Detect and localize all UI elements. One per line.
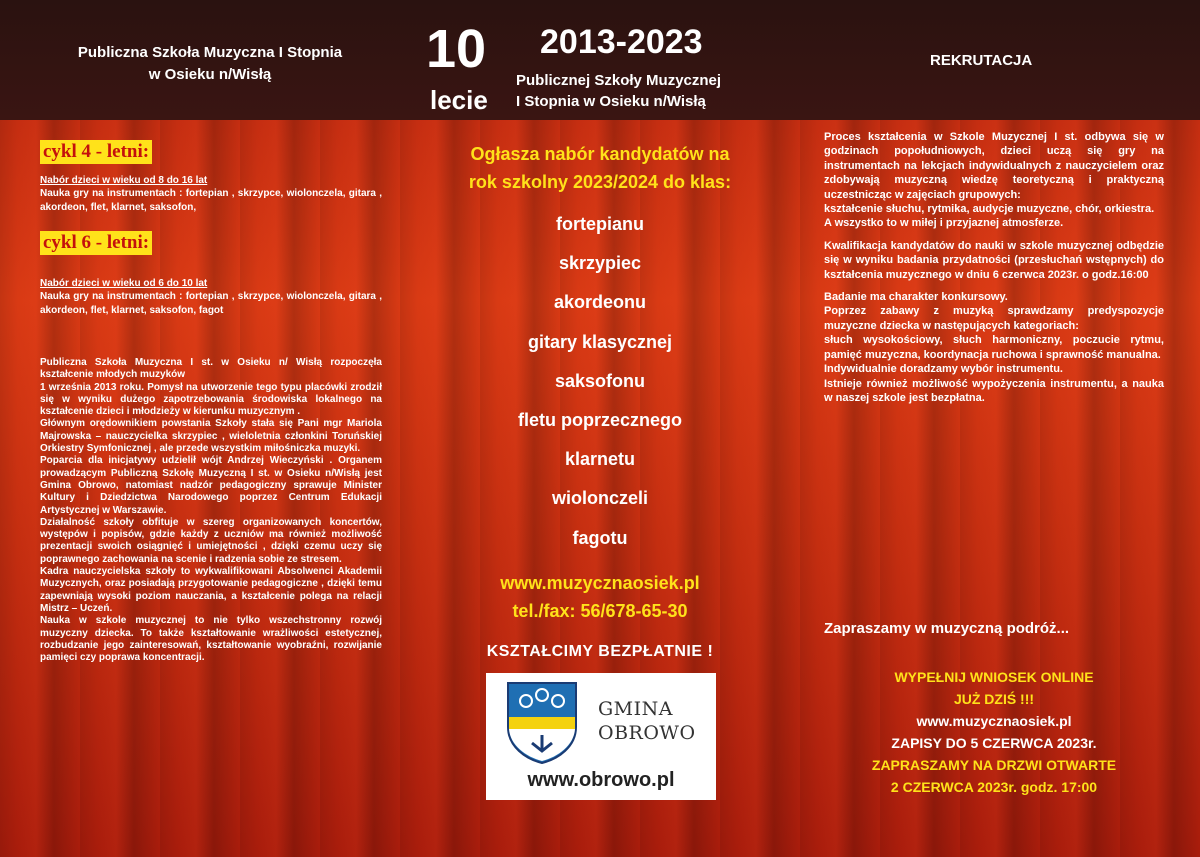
right-paragraph-2: Kwalifikacja kandydatów do nauki w szkole muzycznej odbędzie się w wyniku badania przydatności (przesłuchań wstępnych) do kształcenia muzycznego w dniu 6 czerwca 2023r. o godz.16:00	[824, 239, 1164, 281]
history-paragraph: Poparcia dla inicjatywy udzielił wójt Andrzej Wieczyński . Organem prowadzącym Publiczną Szkołę Muzyczną I st. w Osieku n/Wisłą jest Gmina Obrowo, natomiast nadzór pedagogiczny sprawuje Minister Kultury i Dziedzictwa Narodowego poprzez Centrum Edukacji Artystycznej w Warszawie.	[40, 455, 382, 516]
cycle4-desc: Nauka gry na instrumentach : fortepian , skrzypce, wiolonczela, gitara , akordeon, flet, klarnet, saksofon,	[40, 188, 382, 213]
gmina-logo-box	[486, 673, 716, 800]
free-education-banner: KSZTAŁCIMY BEZPŁATNIE !	[486, 642, 714, 660]
cta-line1: WYPEŁNIJ WNIOSEK ONLINE	[894, 669, 1094, 685]
school-name-line1: Publiczna Szkoła Muzyczna I Stopnia	[77, 44, 343, 61]
right-p1c-text: A wszystko to w miłej i przyjaznej atmosferze.	[824, 217, 1064, 230]
instrument-item: saksofonu	[554, 370, 646, 391]
cycle4-tag: cykl 4 - letni:	[40, 140, 152, 164]
cta-website[interactable]: www.muzycznaosiek.pl	[916, 713, 1072, 729]
school-name-left	[30, 42, 390, 86]
right-paragraph-4: Poprzez zabawy z muzyką sprawdzamy predyspozycje muzyczne dziecka w następujących kategoriach:	[824, 305, 1164, 332]
cta-line2: JUŻ DZIŚ !!!	[953, 691, 1035, 707]
header-bar	[0, 0, 1200, 120]
gmina-website[interactable]: www.obrowo.pl	[527, 769, 675, 791]
instrument-item: fortepianu	[556, 214, 644, 234]
gmina-shield-icon	[506, 681, 578, 765]
right-paragraph-6: Indywidualnie doradzamy wybór instrumentu.	[824, 363, 1063, 376]
school-name-right	[516, 70, 721, 112]
cycle4-age: Nabór dzieci w wieku od 8 do 16 lat	[40, 175, 208, 186]
instrument-item: wiolonczeli	[551, 488, 648, 509]
middle-column	[412, 140, 788, 661]
logo-line2: OBROWO	[598, 722, 696, 744]
instrument-item: klarnetu	[564, 449, 636, 470]
announce-line2: rok szkolny 2023/2024 do klas:	[468, 172, 732, 192]
instrument-list	[412, 214, 788, 567]
announce-line1: Ogłasza nabór kandydatów na	[470, 144, 730, 164]
school-website[interactable]: www.muzycznaosiek.pl	[500, 572, 700, 593]
instrument-item: akordeonu	[553, 292, 646, 313]
history-paragraph: Kadra nauczycielska szkoły to wykwalifikowani Absolwenci Akademii Muzycznych, oraz posiadają przygotowanie pedagogiczne , dzięki temu zapewniają wysoki poziom nauczania, a kształcenie polega na relacji Mistrz – Uczeń.	[40, 566, 382, 614]
recruitment-title: REKRUTACJA	[930, 52, 1033, 69]
anniversary-word: lecie	[430, 85, 488, 115]
school-name-r1: Publicznej Szkoły Muzycznej	[516, 72, 722, 89]
school-name-r2: I Stopnia w Osieku n/Wisłą	[516, 93, 706, 110]
right-p1-text: Proces kształcenia w Szkole Muzycznej I st. odbywa się w godzinach popołudniowych, dzieci uczą się gry na instrumentach na lekcjach indywidualnych z nauczycielem oraz zdobywają muzyczną wiedzę teoretyczną i praktyczną uczestnicząc w zajęciach grupowych:	[824, 131, 1164, 201]
invite-line: Zapraszamy w muzyczną podróż...	[824, 620, 1070, 637]
history-paragraph: 1 września 2013 roku. Pomysł na utworzenie tego typu placówki zrodził się w wyniku dużego zapotrzebowania środowiska lokalnego na kształcenie dzieci i młodzieży w kierunku muzycznym .	[40, 381, 382, 418]
cta-open-day-date: 2 CZERWCA 2023r. godz. 17:00	[890, 779, 1098, 795]
instrument-item: skrzypiec	[558, 253, 642, 274]
instrument-item: fletu poprzecznego	[517, 409, 682, 430]
school-history	[40, 357, 382, 664]
history-paragraph: Działalność szkoły obfituje w szereg organizowanych koncertów, występów i popisów, gdzie każdy z uczniów ma również możliwość prezentacji swoich osiągnięć i umiejętności , dzięki czemu uczy się poprawnego zachowania na scenie i radzenia sobie ze stresem.	[40, 516, 382, 565]
right-p1b-text: kształcenie słuchu, rytmika, audycje muzyczne, chór, orkiestra.	[824, 203, 1155, 216]
right-paragraph-1	[824, 130, 1164, 231]
left-column	[40, 140, 382, 318]
instrument-item: fagotu	[572, 527, 628, 548]
cta-open-day: ZAPRASZAMY NA DRZWI OTWARTE	[871, 757, 1117, 773]
cta-deadline: ZAPISY DO 5 CZERWCA 2023r.	[891, 735, 1097, 751]
right-paragraph-3: Badanie ma charakter konkursowy.	[824, 291, 1008, 304]
history-paragraph: Głównym orędownikiem powstania Szkoły stała się Pani mgr Mariola Majrowska – nauczycielka skrzypiec , wieloletnia członkini Toruńskiej Orkiestry Symfonicznej , ale przede wszystkim miłośniczka muzyki.	[40, 418, 382, 455]
cycle6-tag: cykl 6 - letni:	[40, 231, 152, 255]
logo-line1: GMINA	[598, 698, 673, 720]
school-name-line2: w Osieku n/Wisłą	[148, 66, 272, 83]
history-paragraph: Nauka w szkole muzycznej to nie tylko wszechstronny rozwój muzyczny dziecka. To także kształtowanie wrażliwości estetycznej, rozbudzanie jego zainteresowań, kształtowanie wyobraźni, rozwijanie pamięci czy poprawa koncentracji.	[40, 615, 382, 664]
anniversary-number: 10	[426, 19, 487, 79]
cycle6-desc: Nauka gry na instrumentach : fortepian , skrzypce, wiolonczela, gitara , akordeon, flet, klarnet, saksofon, fagot	[40, 291, 382, 316]
history-paragraph: Publiczna Szkoła Muzyczna I st. w Osieku n/ Wisłą rozpoczęła kształcenie młodych muzyków	[40, 357, 382, 381]
right-paragraph-5: słuch wysokościowy, słuch harmoniczny, poczucie rytmu, pamięć muzyczna, koordynacja ruchowa i sprawność manualna.	[824, 334, 1164, 361]
right-paragraph-7: Istnieje również możliwość wypożyczenia instrumentu, a nauka w naszej szkole jest bezpłatna.	[824, 377, 1164, 404]
call-to-action	[824, 666, 1164, 798]
school-phone: tel./fax: 56/678-65-30	[512, 600, 688, 621]
cycle6-age: Nabór dzieci w wieku od 6 do 10 lat	[40, 278, 208, 289]
gmina-logo-text	[598, 697, 696, 745]
right-column	[824, 130, 1164, 413]
anniversary-years: 2013-2023	[540, 23, 703, 61]
instrument-item: gitary klasycznej	[527, 331, 673, 352]
